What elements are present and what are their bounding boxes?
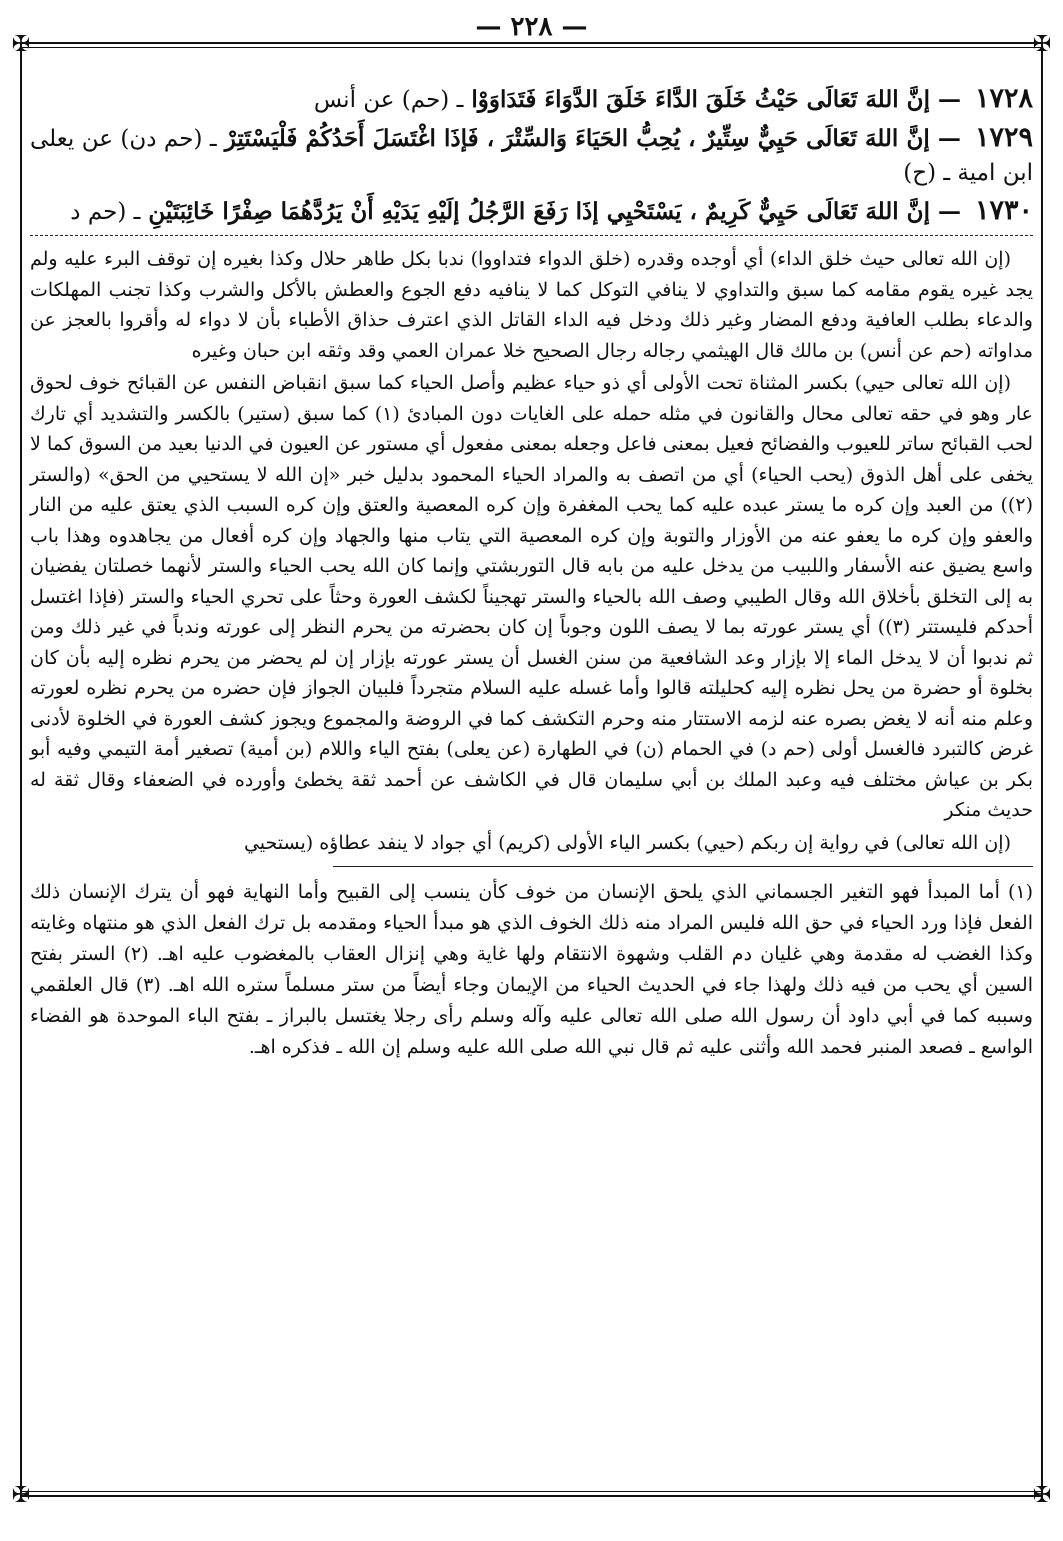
hadith-entry bbox=[30, 194, 1033, 229]
commentary bbox=[30, 244, 1033, 858]
hadith-source: ـ (حم دن) عن يعلى ابن امية ـ (ح) bbox=[30, 126, 1033, 186]
frame-top-line bbox=[20, 42, 1043, 44]
hadith-text: — إنَّ اللهَ تَعَالَى حَيْثُ خَلَقَ الدَّاءَ خَلَقَ الدَّوَاءَ فَتَدَاوَوْا bbox=[471, 86, 961, 113]
ornament-corner-icon: ✠ bbox=[1032, 1483, 1052, 1508]
hadith-number: ١٧٣٠ bbox=[974, 195, 1033, 226]
ornament-corner-icon: ✠ bbox=[11, 32, 31, 57]
frame-left-line bbox=[20, 42, 22, 1497]
frame-right-line bbox=[1041, 42, 1043, 1497]
footnote-paragraph: (١) أما المبدأ فهو التغير الجسماني الذي يلحق الإنسان من خوف كأن ينسب إلى القبيح وأما النهاية فهو أن يترك الإنسان ذلك الفعل فإذا ورد الحياء في حق الله فليس المراد منه ذلك الخوف الذي هو مبدأ الحياء ومقدمه بل ترك الفعل الذي هو منتهاه وغايته وكذا الغضب له مقدمة وهي غليان دم القلب وشهوة الانتقام ولها غاية وهي إنزال العقاب بالمغضوب عليه اهـ. (٢) الستر بفتح السين أي يحب من فيه ذلك ولهذا جاء في الحديث الحياء من الإيمان وجاء أيضاً من ستر مسلماً ستره الله اهـ. (٣) قال العلقمي وسببه كما في أبي داود أن رسول الله صلى الله تعالى عليه وآله وسلم رأى رجلا يغتسل بالبراز ـ بفتح الباء الموحدة هو الفضاء الواسع ـ فصعد المنبر فحمد الله وأثنى عليه ثم قال نبي الله صلى الله عليه وسلم إن الله ـ فذكره اهـ. bbox=[30, 881, 1033, 1058]
commentary-paragraph: (إن الله تعالى) في رواية إن ربكم (حيي) بكسر الياء الأولى (كريم) أي جواد لا ينفد عطاؤه (يستحيي bbox=[243, 831, 1011, 854]
hadith-number: ١٧٢٩ bbox=[975, 122, 1034, 153]
frame-top-line-inner bbox=[20, 47, 1043, 48]
hadith-number: ١٧٢٨ bbox=[974, 83, 1033, 114]
ornament-corner-icon: ✠ bbox=[11, 1483, 31, 1508]
commentary-paragraph: (إن الله تعالى حيي) بكسر المثناة تحت الأولى أي ذو حياء عظيم وأصل الحياء كما سبق انقباض النفس عن القبائح خوف لحوق عار وهو في حقه تعالى محال والقانون في مثله حمله على الغايات دون المبادئ (١) كما سبق (ستير) بالكسر والتشديد أي تارك لحب القبائح ساتر للعيوب والفضائح فعيل بمعنى فاعل وجعله بمعنى مفعول أي مستور عن العيون في الدنيا بعيد من السوق كما لا يخفى على أهل الذوق (يحب الحياء) أي من اتصف به والمراد الحياء المحمود بدليل خبر «إن الله لا يستحيي من الحق» (والستر (٢)) من العبد وإن كره ما يستر عبده عليه كما يحب المغفرة وإن كره المعصية والعتق وإن كره السبب الذي يعتق عليه من النار والعفو وإن كره ما يعفو عنه من الأوزار والتوبة وإن كره المعصية التي يتاب منها والجهاد وإن كره أفعال من يجاهدوه وهذا باب واسع يضيق عنه الأسفار واللبيب من يدخل عليه من بابه قال التوربشتي وإنما كان الله يحب الحياء والستر لأنهما خصلتان يفضيان به إلى التخلق بأخلاق الله وقال الطيبي وصف الله بالحياء والستر تهجيناً لكشف العورة وحثاً على تحري الحياء والستر (فإذا اغتسل أحدكم فليستتر (٣)) أي يستر عورته بما لا يصف اللون وجوباً إن كان بحضرته من يحرم النظر إلى عورته وندباً في غير ذلك ومن ثم ندبوا أن لا يدخل الماء إلا بإزار وعد الشافعية من سنن الغسل أن يستر عورته بإزار إن لم يحضر من يحرم نظره إليه بأن كان بخلوة أو حضرة من يحل نظره إليه كحليلته قالوا وأما غسله عليه السلام متجرداً فلبيان الجواز فإن حضره من يحرم نظره لعورته وعلم منه أنه لا يغض بصره عنه لزمه الاستتار منه وحرم التكشف كما في الروضة والمجموع ويجوز كشف العورة في الخلوة لأدنى غرض كالتبرد فالغسل أولى (حم د) في الحمام (ن) في الطهارة (عن يعلى) بفتح الياء واللام (بن أمية) تصغير أمة التيمي وفيه أبو بكر بن عياش مختلف فيه وعبد الملك بن أبي سليمان قال في الكاشف عن أحمد ثقة يخطئ وأورده في الضعفاء وقال ثقة له حديث منكر bbox=[30, 372, 1033, 821]
ornament-corner-icon: ✠ bbox=[1032, 32, 1052, 57]
footnotes bbox=[30, 877, 1033, 1063]
frame-bottom-line-inner bbox=[20, 1491, 1043, 1492]
frame-bottom-line bbox=[20, 1495, 1043, 1497]
footnote-rule bbox=[333, 866, 1033, 867]
commentary-paragraph: (إن الله تعالى حيث خلق الداء) أي أوجده وقدره (خلق الدواء فتداووا) ندبا بكل طاهر حلال وكذا بغيره إن توقف البرء عليه ولم يجد غيره يقوم مقامه كما سبق والتداوي لا ينافي التوكل كما لا ينافيه دفع الجوع والعطش بالأكل والشرب وكذا تجنب المهلكات والدعاء بطلب العافية ودفع المضار وغير ذلك ودخل فيه الداء القاتل الذي اعترف حذاق الأطباء بأن لا دواء له وأقروا بالعجز عن مداواته (حم عن أنس) بن مالك قال الهيثمي رجاله رجال الصحيح خلا عمران العمي وقد وثقه ابن حبان وغيره bbox=[30, 248, 1033, 362]
hadith-entry bbox=[30, 121, 1033, 190]
hadith-entry bbox=[30, 82, 1033, 117]
section-divider bbox=[30, 235, 1033, 236]
hadith-text: — إنَّ اللهَ تَعَالَى حَيِيٌّ سِتِّيرٌ ، يُحِبُّ الحَيَاءَ وَالسِّتْرَ ، فَإذَا اغْتَسَلَ أَحَدُكُمْ فَلْيَسْتَتِرْ bbox=[224, 125, 961, 152]
page-content bbox=[30, 82, 1033, 1063]
hadith-text: — إنَّ اللهَ تَعَالَى حَيِيٌّ كَرِيمٌ ، يَسْتَحْيِي إذَا رَفَعَ الرَّجُلُ إلَيْهِ يَدَيْهِ أَنْ يَرُدَّهُمَا صِفْرًا خَائِبَتَيْنِ bbox=[148, 198, 961, 225]
hadith-source: ـ (حم د bbox=[70, 199, 141, 225]
hadith-source: ـ (حم) عن أنس bbox=[313, 87, 464, 113]
page-number: — ٢٢٨ — bbox=[475, 12, 588, 42]
